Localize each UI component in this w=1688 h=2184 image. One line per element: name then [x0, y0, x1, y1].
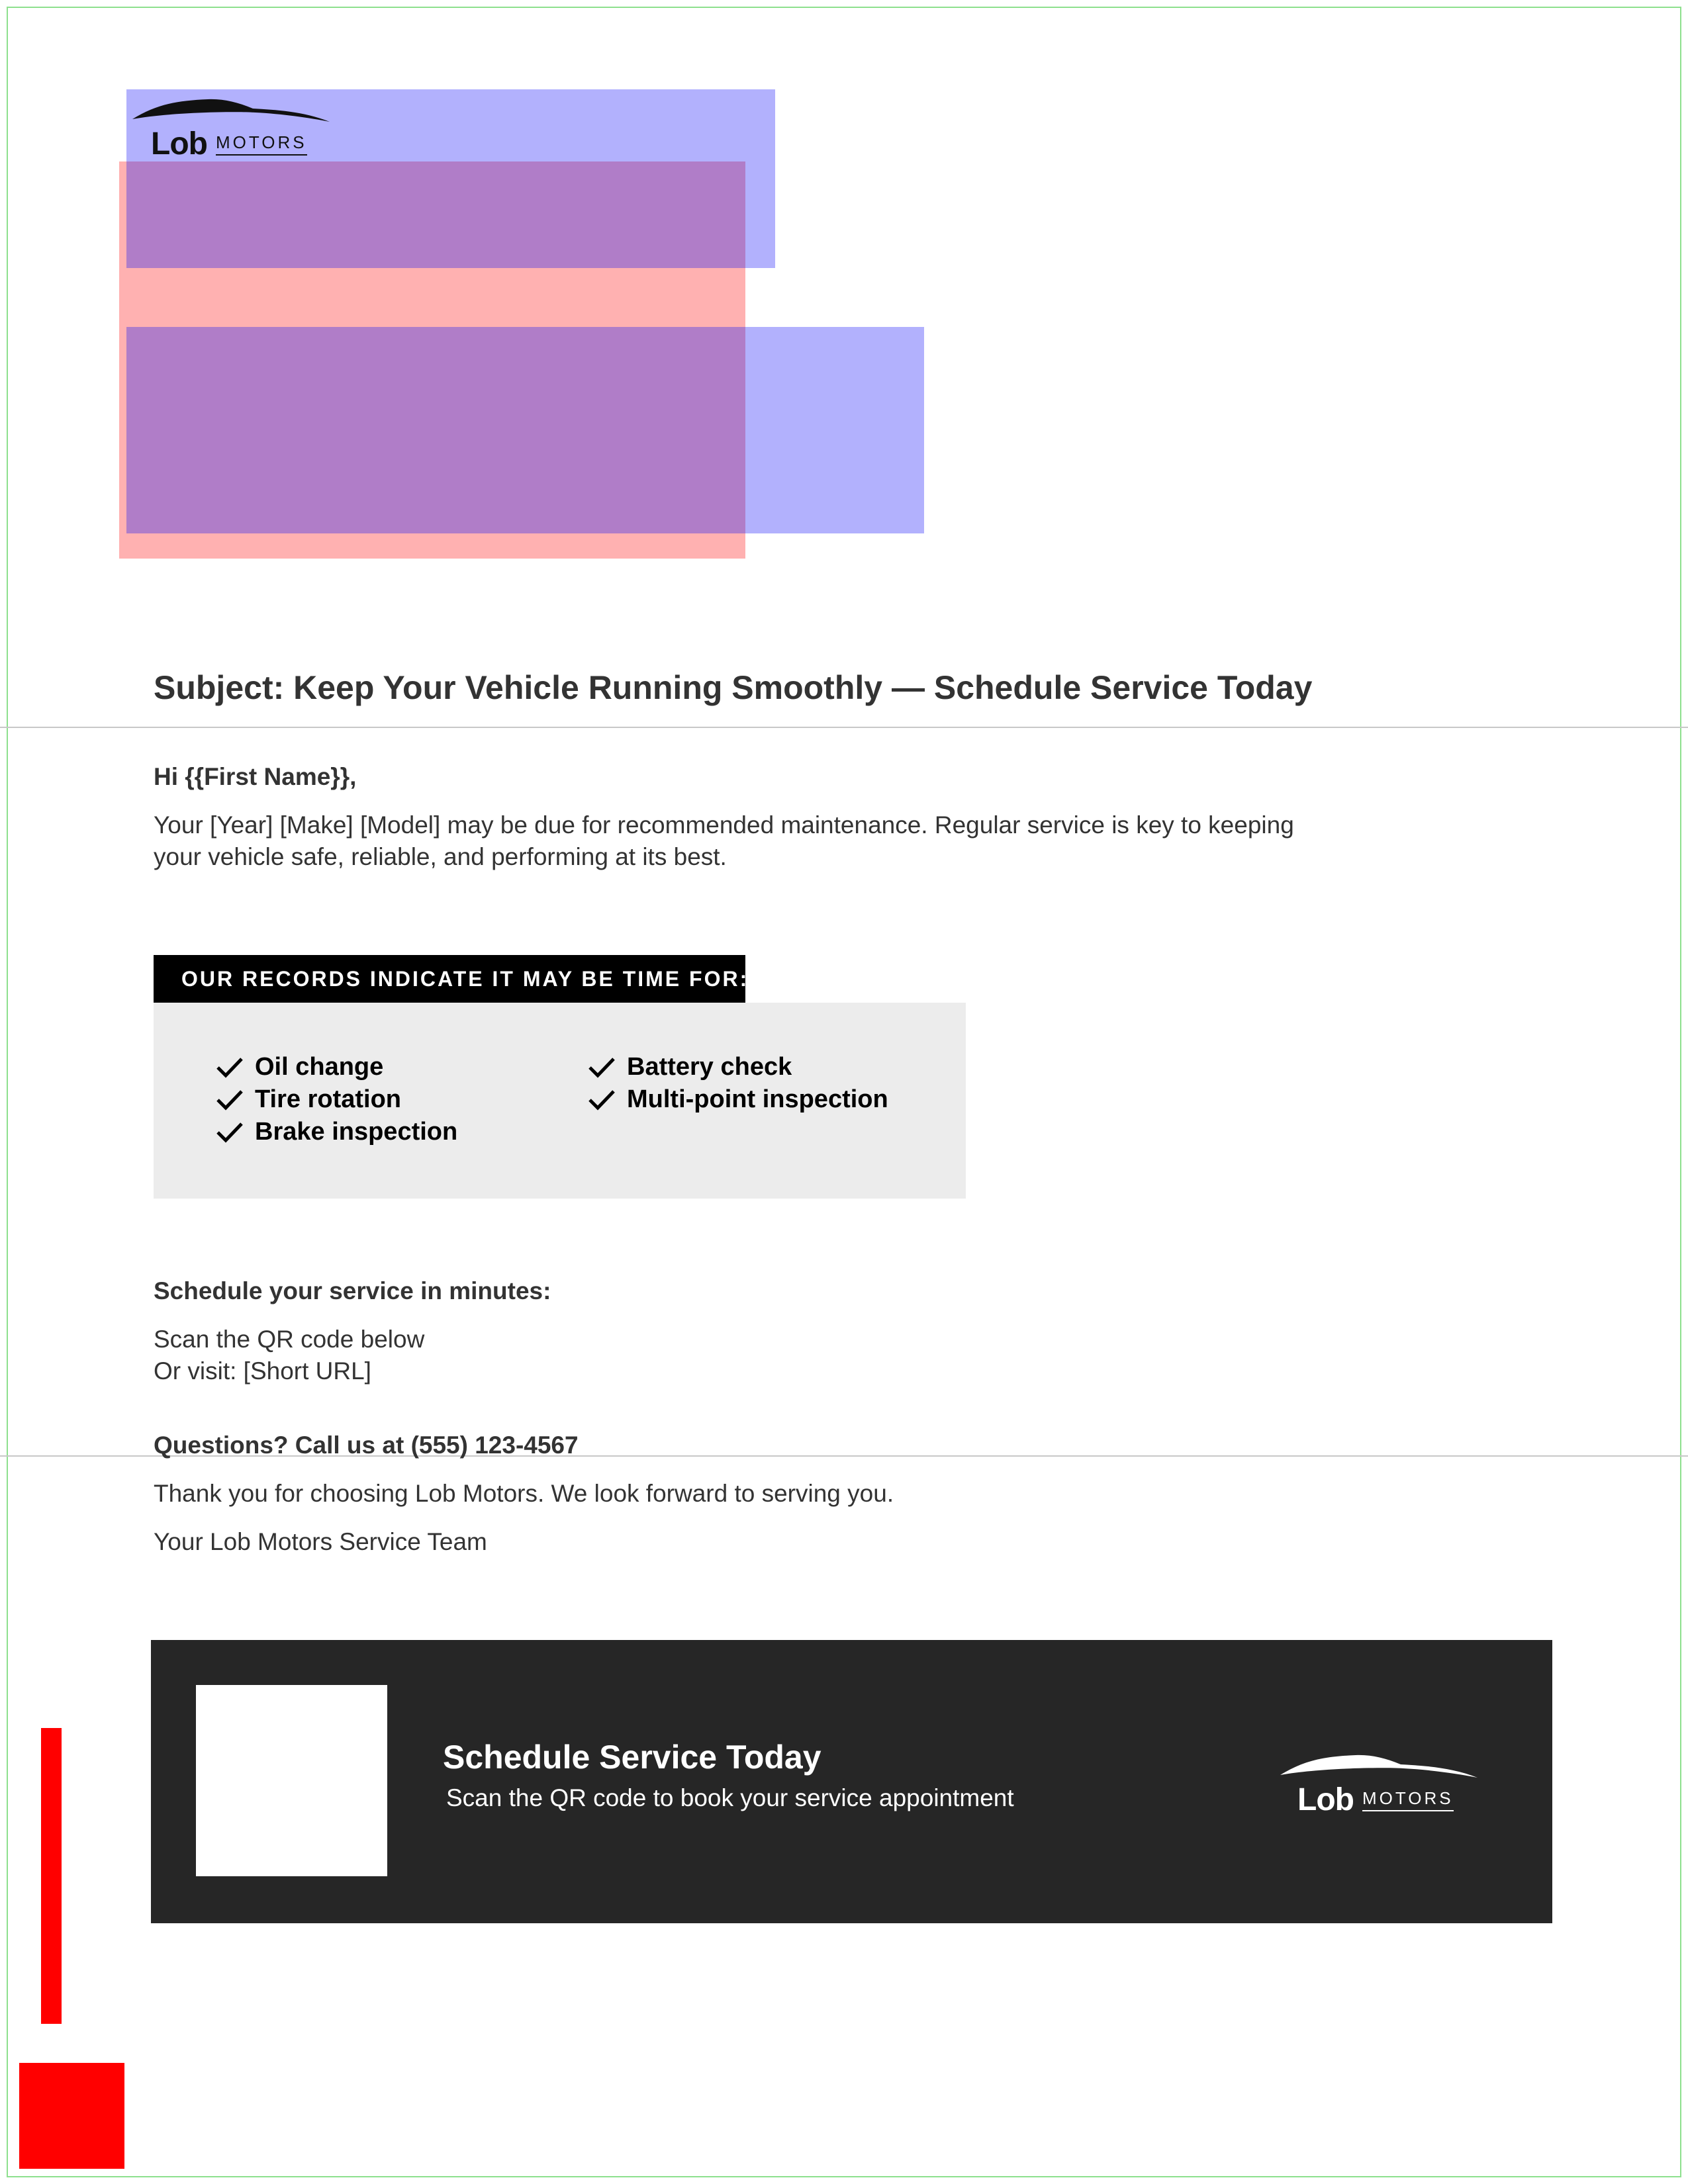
- fold-guide-line-top: [0, 727, 1688, 728]
- logo-wordmark: Lob: [151, 126, 207, 161]
- print-marker-square: [19, 2063, 124, 2169]
- footer-title: Schedule Service Today: [443, 1739, 821, 1776]
- lob-motors-logo: [130, 91, 335, 164]
- logo-wordmark: Lob: [1297, 1782, 1354, 1817]
- check-icon: [215, 1120, 244, 1144]
- check-icon: [215, 1088, 244, 1112]
- service-item: [587, 1051, 888, 1083]
- service-item: [215, 1083, 457, 1116]
- thank-you-line: Thank you for choosing Lob Motors. We look forward to serving you.: [154, 1480, 894, 1507]
- email-subject: Subject: Keep Your Vehicle Running Smoothly — Schedule Service Today: [154, 669, 1313, 706]
- services-list-right: [587, 1051, 888, 1116]
- scan-instruction: Scan the QR code below: [154, 1326, 425, 1353]
- service-label: Brake inspection: [255, 1118, 458, 1146]
- greeting: Hi {{First Name}},: [154, 763, 357, 790]
- print-marker-bar: [41, 1728, 62, 2024]
- service-item: [215, 1051, 457, 1083]
- check-icon: [587, 1088, 616, 1112]
- check-icon: [215, 1056, 244, 1079]
- check-icon: [587, 1056, 616, 1079]
- signoff: Your Lob Motors Service Team: [154, 1528, 487, 1555]
- visit-url-line: Or visit: [Short URL]: [154, 1357, 371, 1385]
- intro-line-2: your vehicle safe, reliable, and performing at its best.: [154, 843, 727, 870]
- records-banner: OUR RECORDS INDICATE IT MAY BE TIME FOR:: [154, 955, 745, 1003]
- footer-lob-motors-logo: [1278, 1747, 1483, 1820]
- service-label: Oil change: [255, 1053, 384, 1081]
- window-overlap-bottom: [126, 327, 745, 533]
- service-item: [587, 1083, 888, 1116]
- window-overlap-top: [126, 161, 745, 268]
- service-label: Tire rotation: [255, 1085, 401, 1113]
- phone-line: Questions? Call us at (555) 123-4567: [154, 1432, 579, 1459]
- logo-submark: MOTORS: [1362, 1788, 1454, 1811]
- service-item: [215, 1116, 457, 1148]
- footer-subtitle: Scan the QR code to book your service appointment: [446, 1784, 1014, 1811]
- schedule-heading: Schedule your service in minutes:: [154, 1277, 551, 1304]
- recipient-window-extension: [745, 327, 924, 533]
- logo-submark: MOTORS: [216, 132, 307, 156]
- qr-code-placeholder: [196, 1685, 387, 1876]
- service-label: Multi-point inspection: [627, 1085, 888, 1113]
- services-list-left: [215, 1051, 457, 1148]
- intro-line-1: Your [Year] [Make] [Model] may be due for recommended maintenance. Regular service is key to keeping: [154, 811, 1294, 839]
- service-label: Battery check: [627, 1053, 792, 1081]
